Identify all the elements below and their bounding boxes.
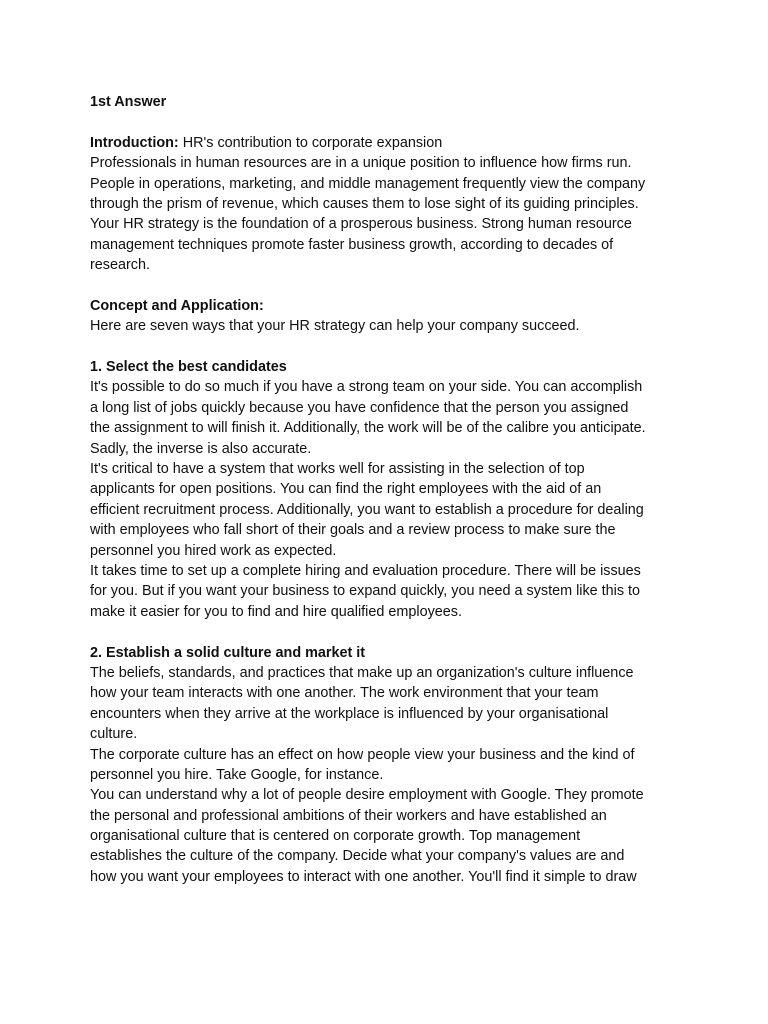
paragraph-line: The corporate culture has an effect on how people view your business and the kind of	[90, 746, 635, 763]
section-1-heading: 1. Select the best candidates	[90, 359, 287, 376]
concept-heading: Concept and Application:	[90, 297, 264, 314]
paragraph-line: how you want your employees to interact with one another. You'll find it simple to draw	[90, 868, 637, 885]
paragraph-line: You can understand why a lot of people desire employment with Google. They promote	[90, 787, 644, 804]
section-2-heading: 2. Establish a solid culture and market it	[90, 644, 366, 661]
paragraph-line: management techniques promote faster business growth, according to decades of	[90, 236, 614, 253]
paragraph-line: the personal and professional ambitions of their workers and have established an	[90, 807, 607, 824]
spacer	[90, 337, 690, 357]
paragraph-line: Your HR strategy is the foundation of a prosperous business. Strong human resource	[90, 216, 632, 233]
paragraph-line: the assignment to will finish it. Additionally, the work will be of the calibre you anticipate.	[90, 420, 646, 437]
paragraph-line: Professionals in human resources are in a unique position to influence how firms run.	[90, 155, 632, 172]
paragraph-line: culture.	[90, 726, 138, 743]
paragraph-line: personnel you hire. Take Google, for instance.	[90, 766, 384, 783]
paragraph-line: efficient recruitment process. Additionally, you want to establish a procedure for dealing	[90, 501, 644, 518]
paragraph-line: organisational culture that is centered on corporate growth. Top management	[90, 828, 581, 845]
introduction-heading-line	[90, 133, 690, 153]
paragraph-line: The beliefs, standards, and practices that make up an organization's culture influence	[90, 664, 634, 681]
paragraph-line: People in operations, marketing, and middle management frequently view the company	[90, 175, 646, 192]
paragraph-line: Here are seven ways that your HR strategy can help your company succeed.	[90, 318, 580, 335]
paragraph-line: for you. But if you want your business to expand quickly, you need a system like this to	[90, 583, 641, 600]
paragraph-line: research.	[90, 257, 150, 274]
spacer	[90, 276, 690, 296]
paragraph-line: personnel you hired work as expected.	[90, 542, 337, 559]
spacer	[90, 622, 690, 642]
spacer	[90, 112, 690, 132]
introduction-title: HR's contribution to corporate expansion	[178, 134, 443, 151]
paragraph-line: through the prism of revenue, which causes them to lose sight of its guiding principles.	[90, 195, 639, 212]
paragraph-line: Sadly, the inverse is also accurate.	[90, 440, 312, 457]
paragraph-line: encounters when they arrive at the workplace is influenced by your organisational	[90, 705, 609, 722]
paragraph-line: It's critical to have a system that works well for assisting in the selection of top	[90, 461, 585, 478]
paragraph-line: how your team interacts with one another. The work environment that your team	[90, 685, 599, 702]
document-heading: 1st Answer	[90, 94, 167, 110]
paragraph-line: It's possible to do so much if you have a strong team on your side. You can accomplish	[90, 379, 643, 396]
paragraph-line: a long list of jobs quickly because you have confidence that the person you assigned	[90, 399, 629, 416]
document-page	[90, 92, 690, 887]
paragraph-line: establishes the culture of the company. Decide what your company's values are and	[90, 848, 625, 865]
paragraph-line: with employees who fall short of their goals and a review process to make sure the	[90, 522, 616, 539]
paragraph-line: make it easier for you to find and hire qualified employees.	[90, 603, 462, 620]
paragraph-line: It takes time to set up a complete hiring and evaluation procedure. There will be issues	[90, 562, 641, 579]
introduction-label: Introduction:	[90, 134, 179, 151]
paragraph-line: applicants for open positions. You can find the right employees with the aid of an	[90, 481, 602, 498]
